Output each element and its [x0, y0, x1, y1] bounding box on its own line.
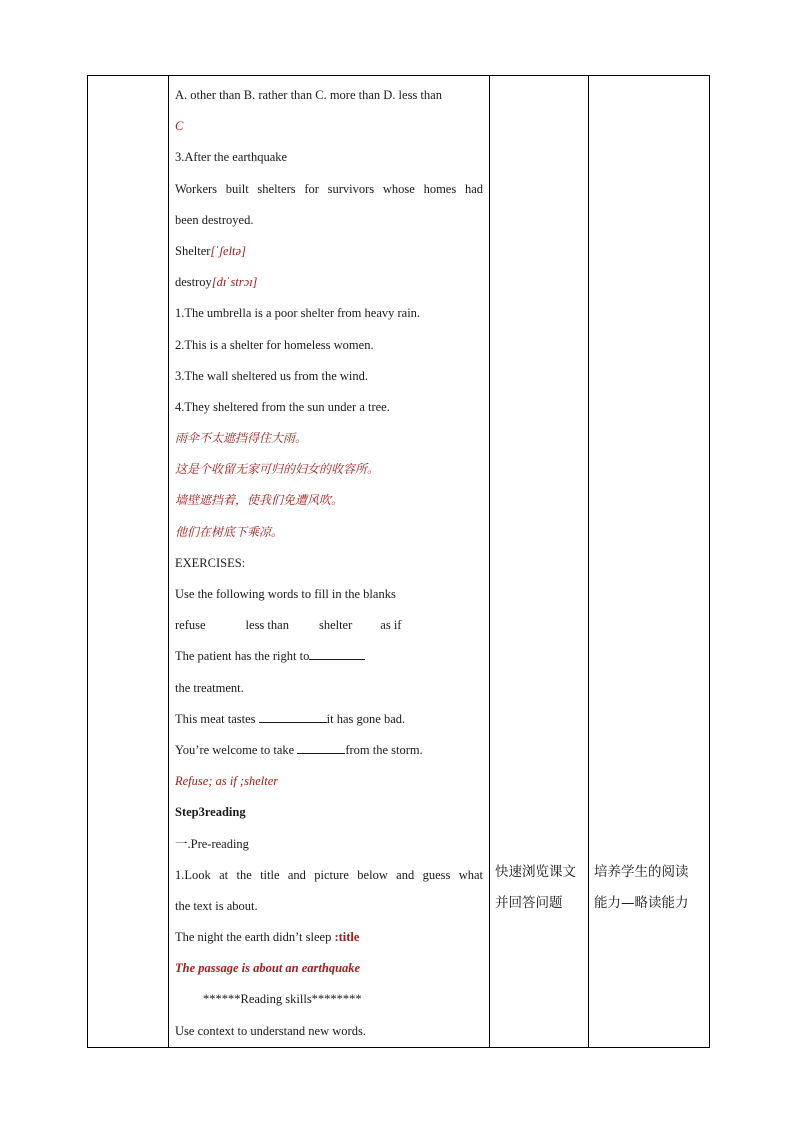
exercise-text: You’re welcome to take	[175, 742, 298, 757]
exercise-answers: Refuse; as if ;shelter	[175, 774, 279, 789]
options-line: A. other than B. rather than C. more than D. less than	[175, 88, 442, 102]
example-sentence: 4.They sheltered from the sun under a tree.	[175, 399, 390, 414]
task-line: 1.Look at the title and picture below and guess what	[175, 867, 483, 882]
example-sentence-line: Workers built shelters for survivors whose homes had	[175, 181, 483, 196]
translation: 这是个收留无家可归的妇女的收容所。	[175, 462, 380, 477]
vocab-destroy	[175, 267, 483, 298]
step-heading: Step3reading	[175, 805, 246, 820]
vocab-shelter	[175, 236, 483, 267]
exercise-text: from the storm.	[345, 742, 423, 757]
task-line: the text is about.	[175, 898, 258, 913]
example-sentence: 3.The wall sheltered us from the wind.	[175, 368, 369, 383]
word-bank	[175, 610, 483, 641]
exercise-sentence	[175, 641, 483, 672]
translation: 墙壁遮挡着，使我们免遭风吹。	[175, 493, 344, 508]
example-sentence: 1.The umbrella is a poor shelter from heavy rain.	[175, 306, 421, 321]
title-line	[175, 922, 483, 953]
design-intent-line: 能力—略读能力	[594, 895, 689, 911]
example-sentence: 2.This is a shelter for homeless women.	[175, 337, 374, 352]
translation: 雨伞不太遮挡得住大雨。	[175, 431, 308, 446]
answer-line: C	[175, 119, 184, 134]
reading-skill-tip: Use context to understand new words.	[175, 1023, 366, 1038]
student-activity-line: 快速浏览课文	[495, 864, 576, 880]
word-bank-item: shelter	[318, 618, 353, 633]
exercise-sentence: the treatment.	[175, 680, 244, 695]
vocab-word: Shelter	[175, 243, 211, 258]
exercise-text: This meat tastes	[175, 711, 259, 726]
phonetic: [ˈʃeltə]	[210, 243, 246, 258]
word-bank-item: refuse	[175, 618, 206, 633]
empty-left-cell	[88, 76, 169, 1048]
exercise-sentence	[175, 704, 483, 735]
title-label: :title	[334, 930, 360, 945]
word-bank-item: as if	[380, 618, 402, 633]
fill-blank	[297, 740, 345, 754]
section-heading-earthquake: 3.After the earthquake	[175, 150, 288, 165]
phonetic: [dɪˈstrɔɪ]	[211, 275, 258, 290]
translation: 他们在树底下乘凉。	[175, 524, 284, 539]
pre-reading-heading: 一.Pre-reading	[175, 836, 249, 851]
reading-skills-heading: ******Reading skills********	[203, 992, 362, 1007]
student-activity-line: 并回答问题	[495, 895, 563, 911]
exercises-heading: EXERCISES:	[175, 555, 246, 570]
teaching-content	[169, 76, 489, 1047]
example-sentence-line: been destroyed.	[175, 212, 254, 227]
design-intent	[594, 857, 689, 919]
exercise-text: it has gone bad.	[326, 711, 406, 726]
design-intent-line: 培养学生的阅读	[594, 864, 689, 880]
fill-blank	[259, 709, 327, 723]
title-text: The night the earth didn’t sleep	[175, 930, 335, 945]
fill-blank	[309, 646, 365, 660]
passage-topic: The passage is about an earthquake	[175, 961, 361, 976]
vocab-word: destroy	[175, 275, 212, 290]
exercise-text: The patient has the right to	[175, 649, 310, 664]
exercise-sentence	[175, 735, 483, 766]
exercises-instruction: Use the following words to fill in the blanks	[175, 587, 396, 601]
teaching-content-cell	[169, 76, 490, 1048]
word-bank-item: less than	[245, 618, 289, 633]
student-activity	[495, 857, 576, 919]
